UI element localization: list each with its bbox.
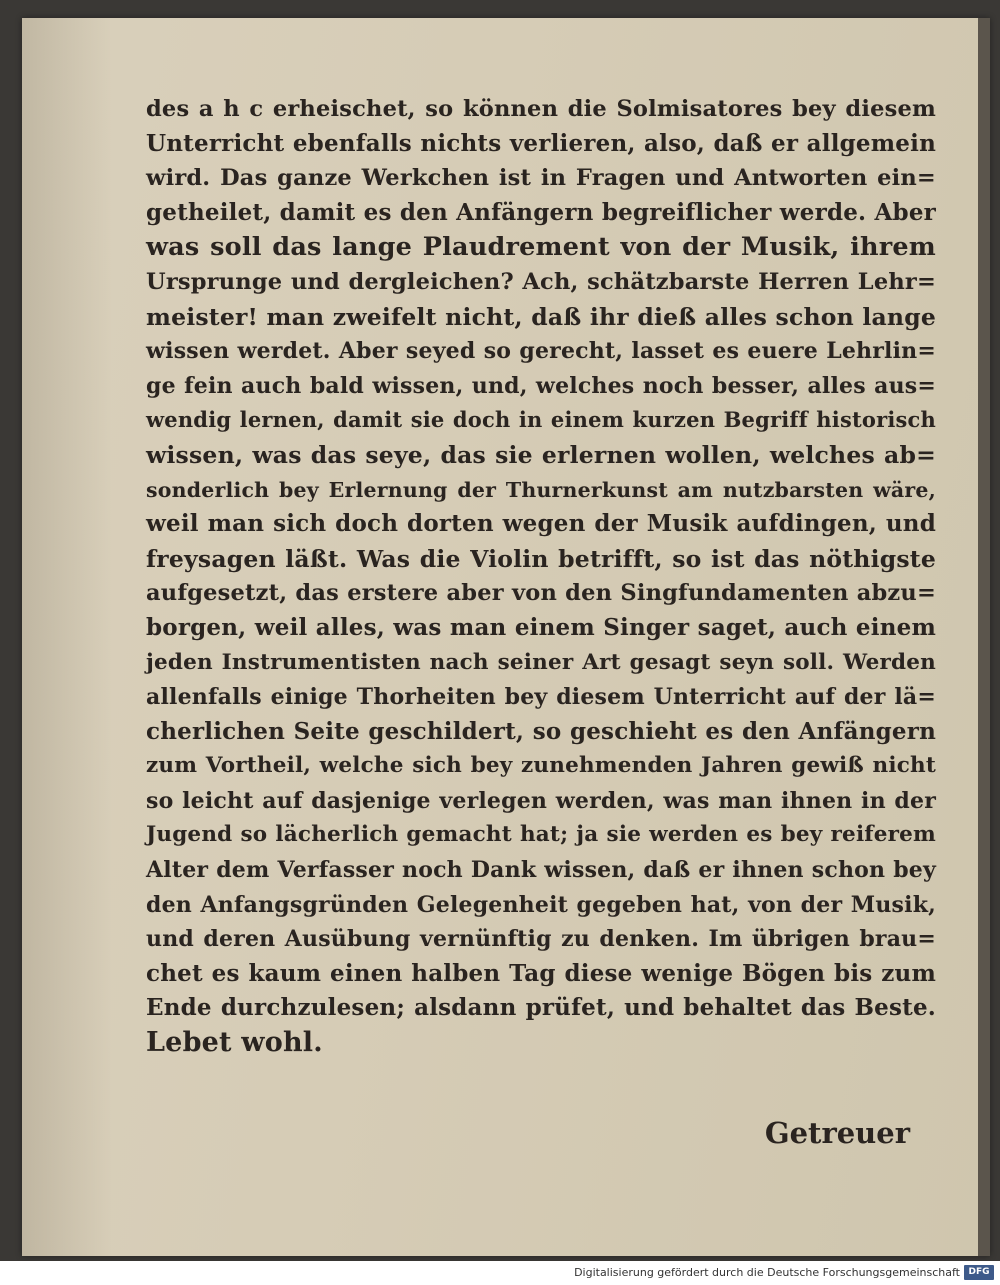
text-line: wird. Das ganze Werkchen ist in Fragen und Antworten ein= [146, 165, 936, 192]
text-line: Jugend so lächerlich gemacht hat; ja sie werden es bey reiferem [146, 822, 936, 848]
text-line: jeden Instrumentisten nach seiner Art gesagt seyn soll. Werden [146, 649, 936, 675]
text-line: des a h c erheischet, so können die Solmisatores bey diesem [146, 96, 936, 122]
text-line: borgen, weil alles, was man einem Singer saget, auch einem [146, 613, 936, 641]
text-line: Ursprunge und dergleichen? Ach, schätzbarste Herren Lehr= [146, 268, 936, 295]
text-line: und deren Ausübung vernünftig zu denken. Im übrigen brau= [146, 926, 936, 953]
text-line: Unterricht ebenfalls nichts verlieren, also, daß er allgemein [146, 129, 936, 157]
text-line: so leicht auf dasjenige verlegen werden, was man ihnen in der [146, 787, 936, 814]
text-line: den Anfangsgründen Gelegenheit gegeben hat, von der Musik, [146, 891, 936, 918]
text-line: wissen werdet. Aber seyed so gerecht, lasset es euere Lehrlin= [146, 338, 936, 365]
text-line: wendig lernen, damit sie doch in einem kurzen Begriff historisch [146, 407, 936, 433]
text-line: zum Vortheil, welche sich bey zunehmenden Jahren gewiß nicht [146, 753, 936, 779]
text-line: Ende durchzulesen; alsdann prüfet, und behaltet das Beste. [146, 994, 936, 1022]
text-line: Alter dem Verfasser noch Dank wissen, daß er ihnen schon bey [146, 857, 936, 884]
signature: Getreuer [764, 1116, 910, 1150]
text-line: ge fein auch bald wissen, und, welches noch besser, alles aus= [146, 372, 936, 399]
footer-bar [0, 1261, 1000, 1285]
text-line: cherlichen Seite geschildert, so geschieht es den Anfängern [146, 717, 936, 745]
text-line: sonderlich bey Erlernung der Thurnerkunst am nutzbarsten wäre, [146, 477, 936, 502]
text-line: Lebet wohl. [146, 1027, 323, 1059]
text-line: allenfalls einige Thorheiten bey diesem Unterricht auf der lä= [146, 684, 936, 711]
text-line: meister! man zweifelt nicht, daß ihr dieß alles schon lange [146, 302, 936, 331]
text-line: getheilet, damit es den Anfängern begreiflicher werde. Aber [146, 198, 936, 226]
text-line: aufgesetzt, das erstere aber von den Singfundamenten abzu= [146, 580, 936, 607]
book-page [22, 18, 990, 1256]
text-line: weil man sich doch dorten wegen der Musik aufdingen, und [146, 510, 936, 538]
page-edge [978, 18, 990, 1256]
dfg-logo-icon: DFG [964, 1265, 994, 1280]
text-line: chet es kaum einen halben Tag diese wenige Bögen bis zum [146, 959, 936, 987]
funding-credit: Digitalisierung gefördert durch die Deutsche Forschungsgemeinschaft [574, 1266, 960, 1279]
text-line: freysagen läßt. Was die Violin betrifft, so ist das nöthigste [146, 544, 936, 573]
text-line: was soll das lange Plaudrement von der Musik, ihrem [146, 232, 936, 263]
text-line: wissen, was das seye, das sie erlernen wollen, welches ab= [146, 440, 936, 469]
body-text [146, 92, 936, 1061]
